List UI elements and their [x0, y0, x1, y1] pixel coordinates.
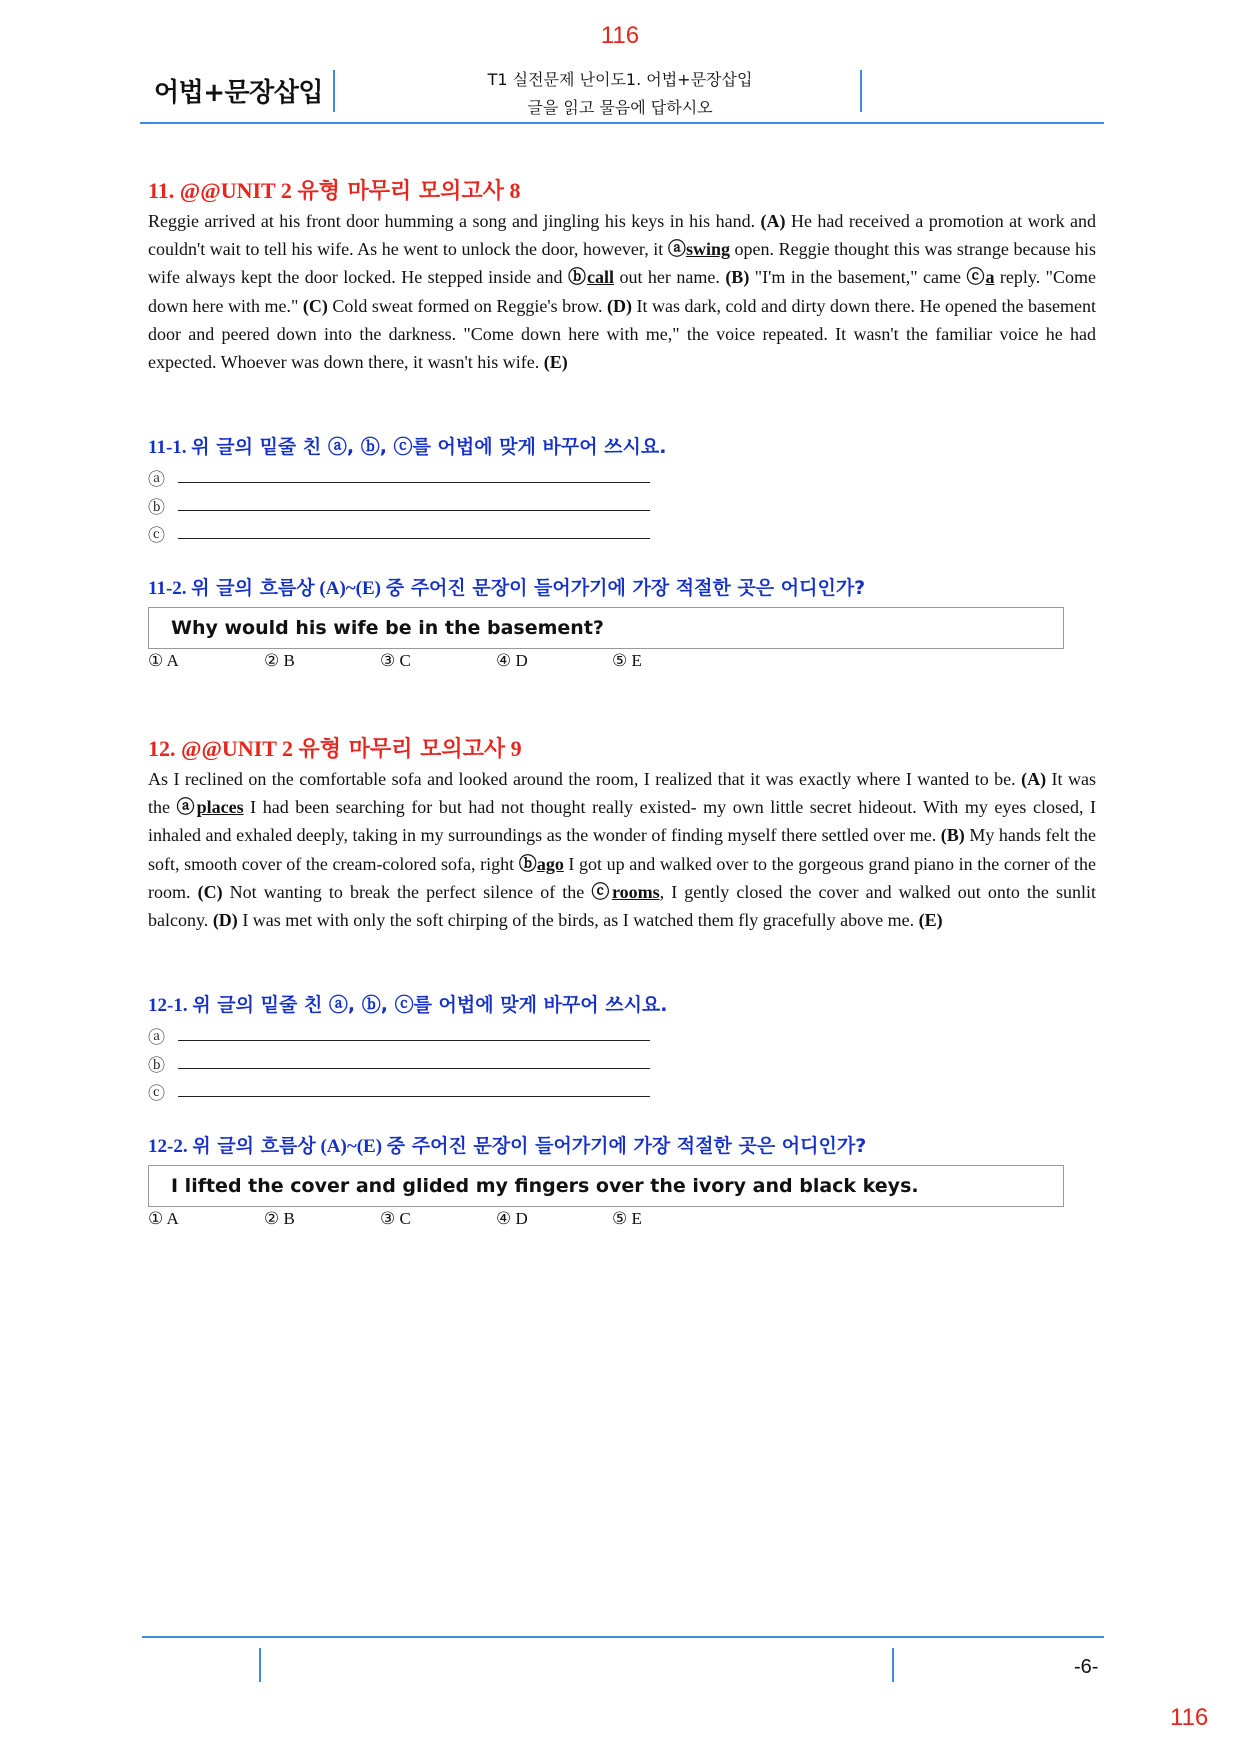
- answer-line[interactable]: [178, 1040, 650, 1041]
- section-title-text: 유형 마무리 모의고사: [298, 737, 506, 762]
- underline-a-mark: ⓐ: [667, 239, 686, 260]
- given-sentence-box: I lifted the cover and glided my fingers over the ivory and black keys.: [148, 1165, 1064, 1207]
- question-number: 12-1.: [148, 995, 188, 1016]
- header-rule: [140, 122, 1104, 124]
- question-text-post: 중 주어진 문장이 들어가기에 가장 적절한 곳은 어디인가?: [385, 577, 866, 599]
- marker-E: (E): [543, 352, 568, 373]
- header-title: 어법+문장삽입: [154, 78, 323, 108]
- question-12-1-title: [148, 990, 668, 1017]
- underline-a-word: places: [196, 797, 244, 818]
- header-subtitle-line1: T1 실전문제 난이도1. 어법+문장삽입: [487, 70, 753, 89]
- section-11-title: [148, 174, 520, 205]
- bottom-page-number: 116: [1170, 1704, 1209, 1731]
- header-subtitle-line2: 글을 읽고 물음에 답하시오: [527, 98, 713, 117]
- marker-C: (C): [197, 881, 223, 902]
- answer-row-b[interactable]: ⓑ: [148, 493, 165, 519]
- section-12-passage: As I reclined on the comfortable sofa and looked around the room, I realized that it was exactly where I wanted to be. (A) It was the ⓐplaces I had been searching for but had not thought really existed- my own little secret hideout. With my eyes closed, I inhaled and exhaled deeply, taking in my surroundings as the wonder of finding myself there settled over me. (B) My hands felt the soft, smooth cover of the cream-colored sofa, right ⓑago I got up and walked over to the gorgeous grand piano in the corner of the room. (C) Not wanting to break the perfect silence of the ⓒrooms, I gently closed the cover and walked out onto the sunlit balcony. (D) I was met with only the soft chirping of the birds, as I watched them fly gracefully above me. (E): [148, 769, 1097, 931]
- question-text-pre: 위 글의 흐름상: [192, 1135, 316, 1157]
- answer-line[interactable]: [178, 538, 650, 539]
- answer-row-c[interactable]: ⓒ: [148, 521, 165, 547]
- choice-3[interactable]: ③ C: [380, 651, 411, 670]
- underline-c-mark: ⓒ: [591, 881, 612, 902]
- section-number: 11.: [148, 178, 175, 203]
- header-divider-left: [333, 70, 335, 112]
- question-number: 12-2.: [148, 1136, 188, 1157]
- footer-divider-right: [892, 1648, 894, 1682]
- section-unit: @@UNIT 2: [179, 178, 292, 203]
- question-text: 위 글의 밑줄 친 ⓐ, ⓑ, ⓒ를 어법에 맞게 바꾸어 쓰시요.: [192, 994, 668, 1016]
- choice-5[interactable]: ⑤ E: [612, 651, 642, 670]
- question-text-post: 중 주어진 문장이 들어가기에 가장 적절한 곳은 어디인가?: [386, 1135, 867, 1157]
- footer-rule: [142, 1636, 1104, 1638]
- underline-b-word: ago: [536, 853, 564, 874]
- answer-choices: [148, 651, 728, 671]
- underline-a-mark: ⓐ: [176, 797, 197, 818]
- underline-c-word: a: [985, 267, 995, 288]
- choice-5[interactable]: ⑤ E: [612, 1209, 642, 1228]
- underline-c-word: rooms: [611, 881, 660, 902]
- question-11-2-title: [148, 573, 865, 600]
- choice-1[interactable]: ① A: [148, 651, 179, 670]
- answer-line[interactable]: [178, 482, 650, 483]
- footer-page-number: -6-: [1074, 1656, 1099, 1678]
- footer-divider-left: [259, 1648, 261, 1682]
- underline-b-mark: ⓑ: [518, 853, 537, 874]
- marker-C: (C): [302, 295, 328, 316]
- section-11-passage: Reggie arrived at his front door humming a song and jingling his keys in his hand. (A) He had received a promotion at work and couldn't wait to tell his wife. As he went to unlock the door, however, it ⓐswing open. Reggie thought this was strange because his wife always kept the door locked. He stepped inside and ⓑcall out her name. (B) "I'm in the basement," came ⓒa reply. "Come down here with me." (C) Cold sweat formed on Reggie's brow. (D) It was dark, cold and dirty down there. He opened the basement door and peered down into the darkness. "Come down here with me," the voice repeated. It wasn't the familiar voice he had expected. Whoever was down there, it wasn't his wife. (E): [148, 211, 1097, 373]
- choice-4[interactable]: ④ D: [496, 651, 528, 670]
- question-text-pre: 위 글의 흐름상: [191, 577, 315, 599]
- underline-b-mark: ⓑ: [568, 267, 587, 288]
- header-divider-right: [860, 70, 862, 112]
- choice-2[interactable]: ② B: [264, 1209, 295, 1228]
- answer-choices: [148, 1209, 728, 1229]
- answer-line[interactable]: [178, 1096, 650, 1097]
- marker-A: (A): [760, 211, 786, 231]
- marker-E: (E): [918, 910, 943, 931]
- question-text: 위 글의 밑줄 친 ⓐ, ⓑ, ⓒ를 어법에 맞게 바꾸어 쓰시요.: [191, 436, 667, 458]
- choice-2[interactable]: ② B: [264, 651, 295, 670]
- underline-b-word: call: [586, 267, 614, 288]
- section-number: 12.: [148, 736, 176, 761]
- question-number: 11-1.: [148, 437, 187, 458]
- answer-line[interactable]: [178, 510, 650, 511]
- question-range: (A)~(E): [320, 1136, 383, 1157]
- section-title-text: 유형 마무리 모의고사: [297, 179, 504, 204]
- answer-row-c[interactable]: ⓒ: [148, 1079, 165, 1105]
- answer-row-a[interactable]: ⓐ: [148, 1023, 165, 1049]
- section-title-number: 8: [509, 178, 521, 203]
- marker-B: (B): [940, 825, 965, 846]
- answer-row-a[interactable]: ⓐ: [148, 465, 165, 491]
- answer-line[interactable]: [178, 1068, 650, 1069]
- section-12-title: [148, 732, 522, 763]
- given-sentence-box: Why would his wife be in the basement?: [148, 607, 1064, 649]
- question-11-1-title: [148, 432, 666, 459]
- marker-A: (A): [1021, 769, 1047, 789]
- marker-D: (D): [607, 295, 632, 316]
- choice-1[interactable]: ① A: [148, 1209, 179, 1228]
- choice-3[interactable]: ③ C: [380, 1209, 411, 1228]
- marker-D: (D): [212, 910, 238, 931]
- underline-a-word: swing: [685, 239, 730, 260]
- choice-4[interactable]: ④ D: [496, 1209, 528, 1228]
- question-12-2-title: [148, 1131, 866, 1158]
- question-range: (A)~(E): [319, 578, 381, 599]
- top-page-number: 116: [600, 22, 640, 49]
- marker-B: (B): [725, 267, 750, 288]
- question-number: 11-2.: [148, 578, 187, 599]
- answer-row-b[interactable]: ⓑ: [148, 1051, 165, 1077]
- section-unit: @@UNIT 2: [181, 736, 294, 761]
- section-title-number: 9: [510, 736, 522, 761]
- underline-c-mark: ⓒ: [966, 267, 986, 288]
